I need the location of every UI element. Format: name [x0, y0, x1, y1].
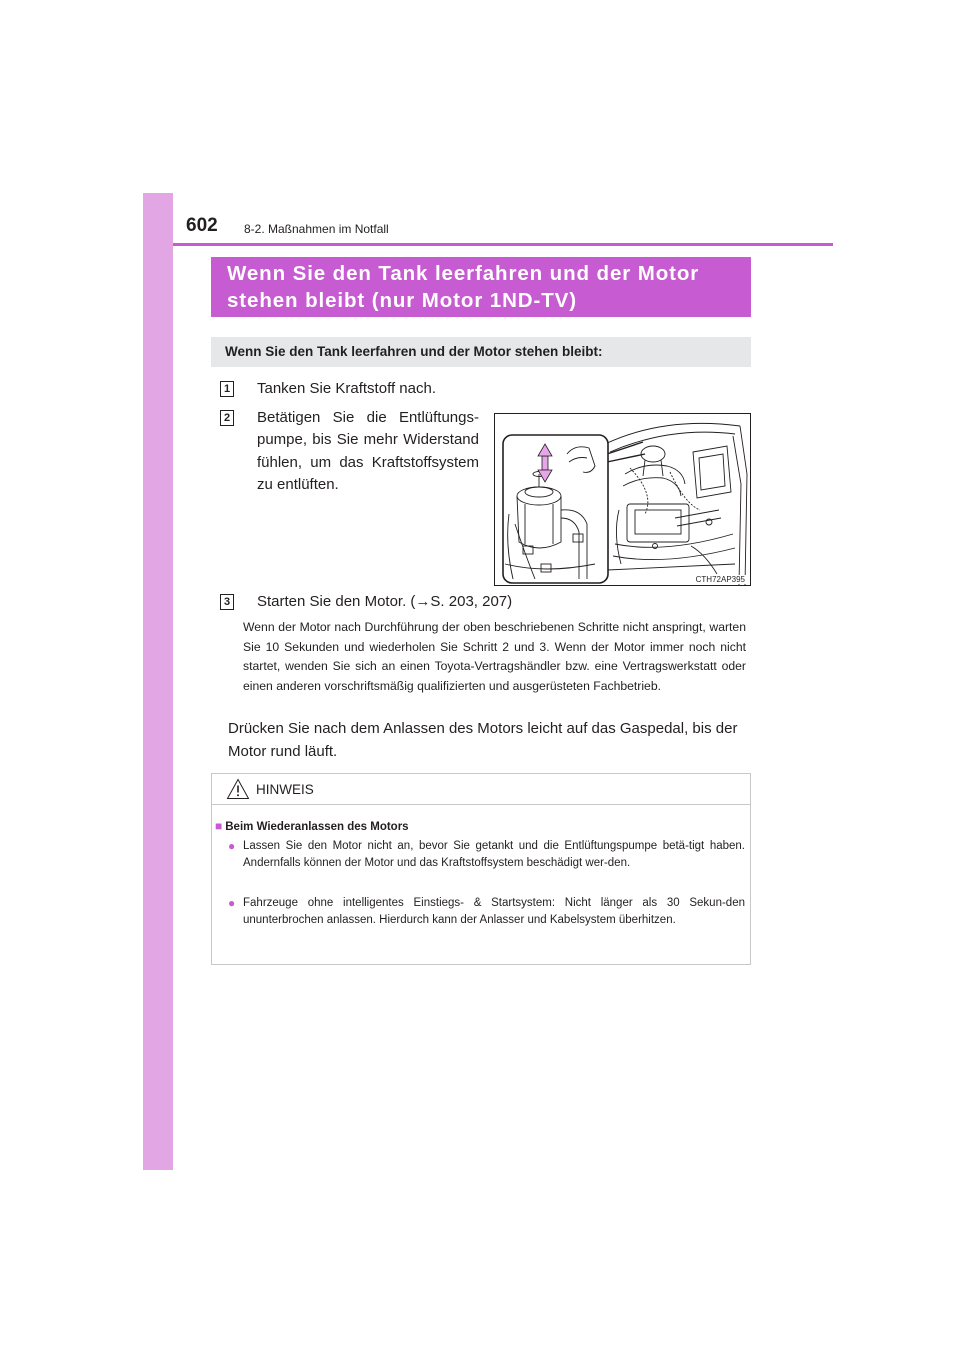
notice-item-1-text: Lassen Sie den Motor nicht an, bevor Sie getankt und die Entlüftungspumpe betä-tigt haben. Andernfalls können der Motor und das Kraftstoffsystem beschädigt wer-den. — [243, 840, 745, 870]
step-2-text: Betätigen Sie die Entlüftungs-pumpe, bis Sie mehr Widerstand fühlen, um das Kraftstoffsystem zu entlüften. — [257, 409, 479, 494]
notice-item-1 — [228, 838, 745, 872]
round-bullet-icon: ● — [228, 839, 236, 853]
figure-code: CTH72AP395 — [695, 575, 745, 584]
engine-bay-illustration — [494, 413, 751, 586]
notice-heading — [215, 819, 409, 833]
notice-box — [211, 773, 751, 965]
step-1-text: Tanken Sie Kraftstoff nach. — [257, 380, 436, 397]
round-bullet-icon: ● — [228, 896, 236, 910]
step-3-number: 3 — [220, 594, 234, 610]
square-bullet-icon: ■ — [215, 819, 223, 833]
notice-header — [212, 774, 750, 805]
warning-triangle-icon — [226, 778, 250, 805]
section-title — [211, 257, 751, 317]
procedure-subheader: Wenn Sie den Tank leerfahren und der Motor stehen bleibt: — [211, 337, 751, 367]
header-rule — [173, 243, 833, 246]
section-title-line-2: stehen bleibt (nur Motor 1ND-TV) — [227, 289, 577, 312]
page-number: 602 — [186, 215, 218, 236]
step-3-text: Starten Sie den Motor. (→S. 203, 207) — [257, 593, 513, 610]
engine-bay-drawing — [495, 414, 750, 585]
notice-heading-text: Beim Wiederanlassen des Motors — [225, 821, 409, 833]
notice-item-2-text: Fahrzeuge ohne intelligentes Einstiegs- & Startsystem: Nicht länger als 30 Sekun-den ununterbrochen anlassen. Hierdurch kann der Anlasser und Kabelsystem überhitzen. — [243, 897, 745, 927]
step-2-number: 2 — [220, 410, 234, 426]
notice-item-2 — [228, 895, 745, 929]
breadcrumb: 8-2. Maßnahmen im Notfall — [244, 222, 389, 236]
accelerator-paragraph: Drücken Sie nach dem Anlassen des Motors leicht auf das Gaspedal, bis der Motor rund läuft. — [228, 720, 738, 760]
section-title-line-1: Wenn Sie den Tank leerfahren und der Motor — [227, 262, 700, 285]
step-1-number: 1 — [220, 381, 234, 397]
restart-note: Wenn der Motor nach Durchführung der oben beschriebenen Schritte nicht anspringt, warten Sie 10 Sekunden und wiederholen Sie Schritt 2 und 3. Wenn der Motor immer noch nicht startet, wenden Sie sich an einen Toyota-Vertragshändler bzw. eine Vertragswerkstatt oder einen anderen vorschriftsmäßig qualifizierten und ausgerüsteten Fachbetrieb. — [243, 620, 746, 693]
notice-label: HINWEIS — [256, 782, 314, 797]
chapter-sidebar-tab — [143, 193, 173, 1170]
